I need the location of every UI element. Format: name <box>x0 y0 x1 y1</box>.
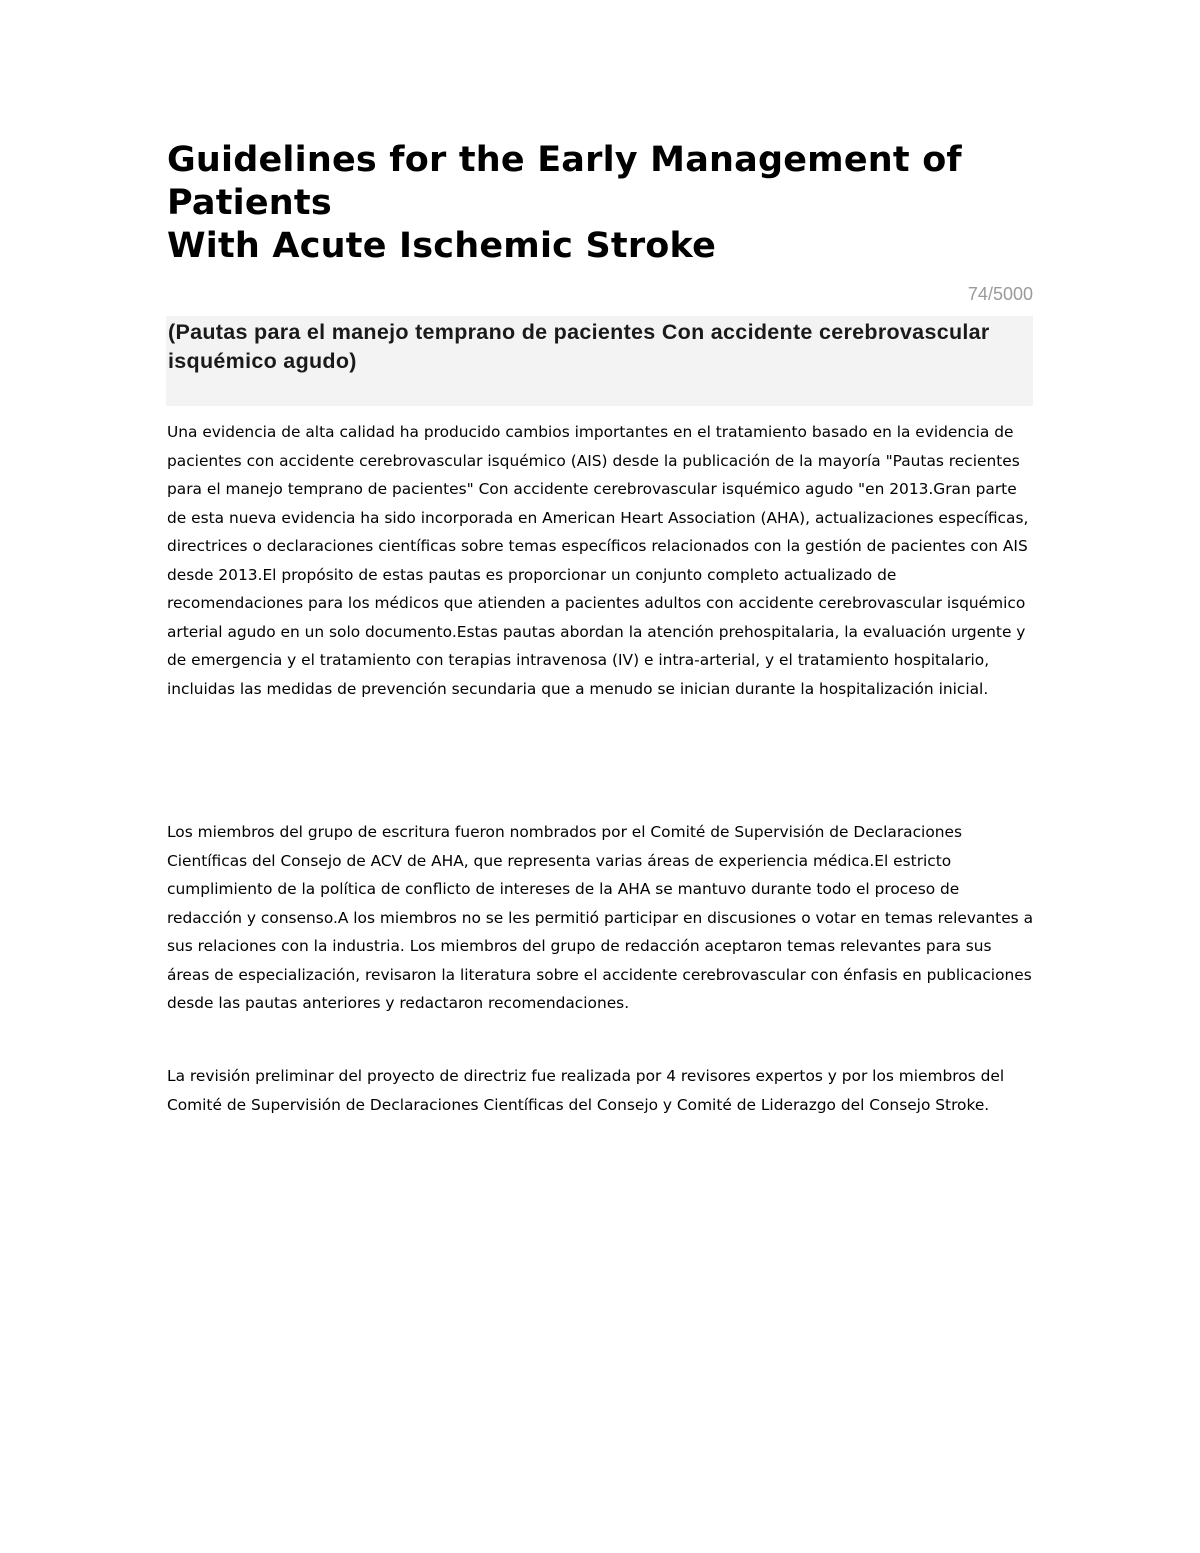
translation-output-box[interactable] <box>166 316 1033 406</box>
title-line-1: Guidelines for the Early Management of <box>167 140 962 180</box>
title-line-3: With Acute Ischemic Stroke <box>167 226 717 266</box>
paragraph-3: La revisión preliminar del proyecto de directriz fue realizada por 4 revisores expertos y por los miembros del Comité de Supervisión de Declaraciones Científicas del Consejo y Comité de Liderazgo del Consejo Stroke. <box>167 1067 1005 1114</box>
translation-text: (Pautas para el manejo temprano de pacientes Con accidente cerebrovascular isquémico agudo) <box>168 320 990 373</box>
paragraph-1: Una evidencia de alta calidad ha producido cambios importantes en el tratamiento basado en la evidencia de pacientes con accidente cerebrovascular isquémico (AIS) desde la publicación de la mayoría "Pautas recientes para el manejo temprano de pacientes" Con accidente cerebrovascular isquémico agudo "en 2013.Gran parte de esta nueva evidencia ha sido incorporada en American Heart Association (AHA), actualizaciones específicas, directrices o declaraciones científicas sobre temas específicos relacionados con la gestión de pacientes con AIS desde 2013.El propósito de estas pautas es proporcionar un conjunto completo actualizado de recomendaciones para los médicos que atienden a pacientes adultos con accidente cerebrovascular isquémico arterial agudo en un solo documento.Estas pautas abordan la atención prehospitalaria, la evaluación urgente y de emergencia y el tratamiento con terapias intravenosa (IV) e intra-arterial, y el tratamiento hospitalario, incluidas las medidas de prevención secundaria que a menudo se inician durante la hospitalización inicial. <box>167 423 1029 698</box>
title-line-2: Patients <box>167 183 332 223</box>
paragraph-2: Los miembros del grupo de escritura fueron nombrados por el Comité de Supervisión de Declaraciones Científicas del Consejo de ACV de AHA, que representa varias áreas de experiencia médica.El estricto cumplimiento de la política de conflicto de intereses de la AHA se mantuvo durante todo el proceso de redacción y consenso.A los miembros no se les permitió participar en discusiones o votar en temas relevantes a sus relaciones con la industria. Los miembros del grupo de redacción aceptaron temas relevantes para sus áreas de especialización, revisaron la literatura sobre el accidente cerebrovascular con énfasis en publicaciones desde las pautas anteriores y redactaron recomendaciones. <box>167 823 1034 1012</box>
character-counter: 74/5000 <box>967 284 1033 304</box>
document-title <box>167 139 1037 268</box>
